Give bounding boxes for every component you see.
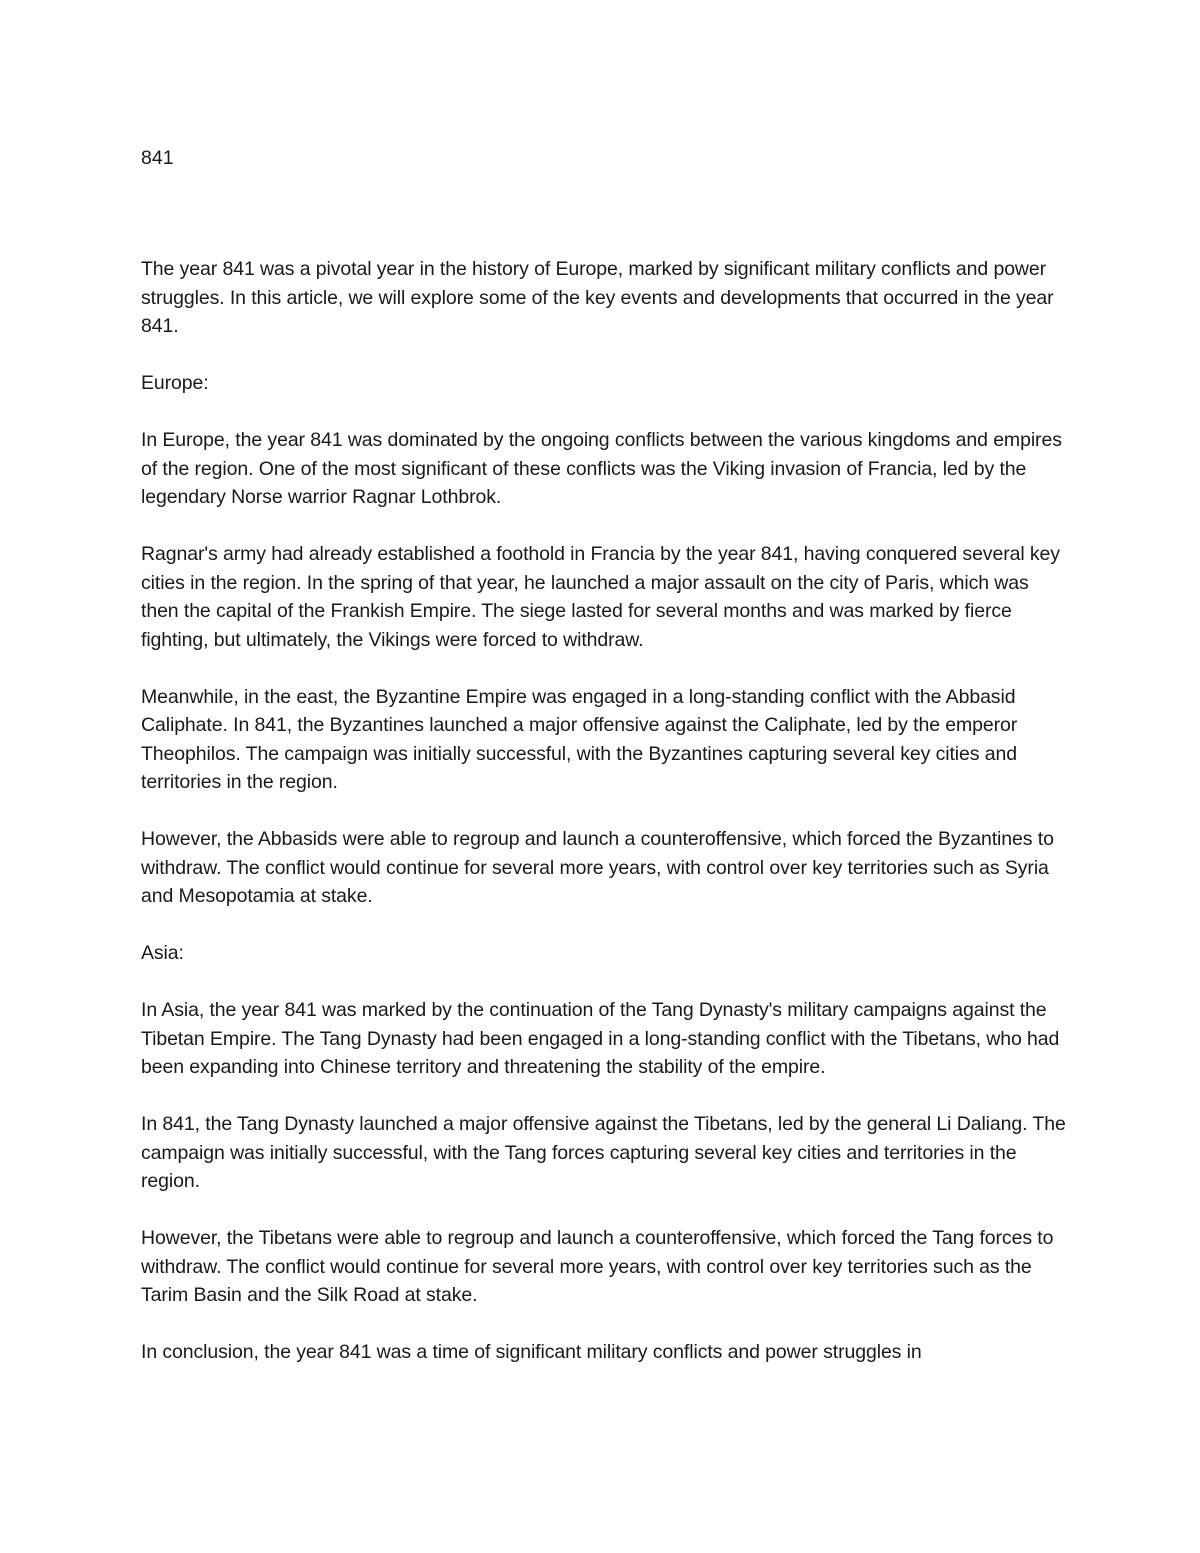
paragraph-europe-conflicts: In Europe, the year 841 was dominated by the ongoing conflicts between the various kingdoms and empires of the region. One of the most significant of these conflicts was the Viking invasion of Francia, led by the legendary Norse warrior Ragnar Lothbrok. [141, 429, 1062, 508]
section-heading-europe: Europe: [141, 372, 209, 394]
document-title: 841 [141, 147, 174, 169]
paragraph-abbasid-counteroffensive: However, the Abbasids were able to regroup and launch a counteroffensive, which forced the Byzantines to withdraw. The conflict would continue for several more years, with control over key territories such as Syria and Mesopotamia at stake. [141, 828, 1054, 907]
paragraph-tang-tibet: In Asia, the year 841 was marked by the continuation of the Tang Dynasty's military campaigns against the Tibetan Empire. The Tang Dynasty had been engaged in a long-standing conflict with the Tibetans, who had been expanding into Chinese territory and threatening the stability of the empire. [141, 999, 1060, 1078]
paragraph-byzantine-abbasid: Meanwhile, in the east, the Byzantine Empire was engaged in a long-standing conflict with the Abbasid Caliphate. In 841, the Byzantines launched a major offensive against the Caliphate, led by the emperor Theophilos. The campaign was initially successful, with the Byzantines capturing several key cities and territories in the region. [141, 685, 1018, 793]
document-body [141, 255, 1071, 1395]
paragraph-intro: The year 841 was a pivotal year in the history of Europe, marked by significant military conflicts and power struggles. In this article, we will explore some of the key events and developments that occurred in the year 841. [141, 258, 1054, 337]
paragraph-tibetan-counteroffensive: However, the Tibetans were able to regroup and launch a counteroffensive, which forced the Tang forces to withdraw. The conflict would continue for several more years, with control over key territories such as the Tarim Basin and the Silk Road at stake. [141, 1227, 1054, 1306]
paragraph-conclusion: In conclusion, the year 841 was a time of significant military conflicts and power struggles in [141, 1341, 922, 1363]
section-heading-asia: Asia: [141, 942, 184, 964]
paragraph-ragnar-paris: Ragnar's army had already established a foothold in Francia by the year 841, having conquered several key cities in the region. In the spring of that year, he launched a major assault on the city of Paris, which was then the capital of the Frankish Empire. The siege lasted for several months and was marked by fierce fighting, but ultimately, the Vikings were forced to withdraw. [141, 543, 1060, 651]
paragraph-tang-offensive: In 841, the Tang Dynasty launched a major offensive against the Tibetans, led by the general Li Daliang. The campaign was initially successful, with the Tang forces capturing several key cities and territories in the region. [141, 1113, 1066, 1192]
